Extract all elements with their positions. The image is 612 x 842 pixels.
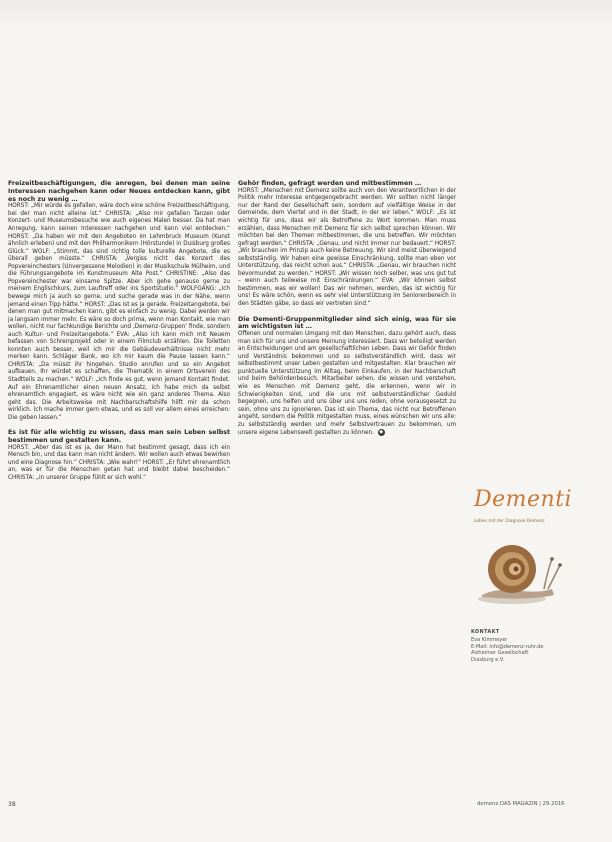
article-column-left [8, 180, 230, 483]
magazine-footer: demenz.DAS MAGAZIN | 29.2016 [477, 801, 565, 807]
logo-wordmark: Dementi [474, 487, 573, 512]
snail-icon [478, 529, 562, 607]
contact-line: Duisburg e.V. [471, 657, 505, 664]
contact-line: Alzheimer Gesellschaft [471, 650, 529, 657]
contact-title: KONTAKT [471, 630, 500, 635]
dementi-logo [470, 487, 573, 612]
answer-text: Offenen und normalen Umgang mit den Menschen, dazu gehört auch, dass man sich für uns und unsere Meinung interessiert. Dass wir beteiligt werden an Entscheidungen und am gesellschaftlichen Leben. Dass wir Gehör finden und Verständnis bekommen und so selbstverständlich wird, dass wir selbstbestimmt unser Leben gestalten und mitgestalten. Klar brauchen wir punktuelle Unterstützung im Alltag, beim Einkaufen, in der Nachbarschaft und beim Behördenbesuch. Mitarbeiter sehen, die wissen und verstehen, wie es Menschen mit Demenz geht, die erkennen, wenn wir in Schwierigkeiten sind, und die uns mit selbstverständlicher Geduld begegnen, uns helfen und uns über uns uns reden, ohne vorausgesetzt zu sein, ohne uns zu ignorieren. Das ist ein Thema, das nicht nur Betroffenen angeht, sondern die Politik mitgestalten muss, eines wünschen wir uns alle: zu selbstständig werden und mehr Selbstvertrauen zu bekommen, um unsere eigene Lebenswelt gestalten zu können. [238, 331, 456, 437]
article-end-icon: ◆ [379, 429, 384, 436]
question-heading: Freizeitbeschäftigungen, die anregen, bei denen man seine Interessen nachgehen kann oder Neues entdecken kann, gibt es noch zu wenig … [8, 180, 230, 203]
answer-paragraph: HORST: „Menschen mit Demenz sollte auch von den Verantwortlichen in der Politik mehr Interesse entgegengebracht werden. Wir sollten nicht länger nur der Rand der Gesellschaft sein, sondern auf vielfältige Weise in der Gemeinde, dem Viertel und in der Stadt, in der wir leben.“ WOLF: „Es ist wichtig für uns, dass wir als Betroffene zu Wort kommen. Man muss erzählen, dass Menschen mit Demenz für sich selbst sprechen können. Wir möchten bei den Themen mitbestimmen, die uns betreffen. Wir möchten gefragt werden.“ CHRISTA: „Genau, und nicht immer nur bedauert.“ HORST: „Wir brauchen im Prinzip auch keine Betreuung. Wir sind meist überwiegend selbstständig. Wir haben eine gewisse Einschränkung, sollte man eben vor Unterstützung, das reicht schon aus.“ CHRISTA: „Genau, wir brauchen nicht bevormundet zu werden.“ HORST: „Wir wissen noch selber, was uns gut tut – wenn auch teilweise mit Einschränkungen.“ EVA: „Wir können selbst bestimmen, was wir wollen! Das wir nehmen, werden, das ist wichtig für uns! Es wäre schön, wenn es sehr viel Unterstützung im Seniorenbereich in den Städten gäbe, so dass wir vertreten sind.“ [238, 187, 456, 307]
answer-paragraph [238, 331, 456, 438]
answer-paragraph: HORST: „Aber das ist es ja, der Mann hat bestimmt gesagt, dass ich ein Mensch bin, und das kann man nicht ändern. Wir wollen auch etwas bewirken und eine Diagnose hin.“ CHRISTA: „Wie wahr!“ HORST: „Er führt ehrenamtlich an, was er für die Menschen getan hat und bleibt dabei bescheiden.“ CHRISTA: „In unserer Gruppe fühlt er sich wohl.“ [8, 444, 230, 482]
question-heading: Gehör finden, gefragt werden und mitbestimmen … [238, 180, 422, 187]
question-heading: Es ist für alle wichtig zu wissen, dass man sein Leben selbst bestimmen und gestalten kann. [8, 429, 230, 445]
contact-line: Eva Kimmeyer [471, 636, 508, 643]
page-number: 38 [8, 801, 16, 808]
question-heading: Die Dementi-Gruppenmitglieder sind sich einig, was für sie am wichtigsten ist … [238, 315, 456, 331]
answer-paragraph: HORST: „Mir würde es gefallen, wäre doch eine schöne Freizeitbeschäftigung, bei der man nicht alleine ist.“ CHRISTA: „Also mir gefallen Tanzen oder Konzert- und Museumsbesuche wie auch eigenes Malen besser. Da hat man Anregung, kann seinen Interessen nachgehen und kann viel entdecken.“ HORST: „Da haben wir mit den Angeboten im Lehmbruck Museum (Kunst ähnlich erleben) und mit den Philharmonikern (Hörstunde) in Duisburg großes Glück.“ WOLF: „Stimmt, das sind richtig tolle kulturelle Angebote, die es überall geben müsste.“ CHRISTA: „Vergiss nicht das Konzert des Popvereinchesters (Unvergessene Melodien) in der Musikschule Mülheim, und die Führungsangebote im Kunstmuseum Alte Post.“ CHRISTINE: „Also das Popvereinchester war einsame Spitze. Aber ich gehe genauso gerne zu meinem Englischkurs, zum Lauftreff oder ins Sportstudio.“ WOLFGANG: „Ich bewege mich ja auch so gerne, und suche gerade was in der Nähe, wenn jemand einen Tipp hätte.“ HORST: „Das ist es ja gerade. Freizeitangebote, bei denen man gut mitmachen kann, gibt es einfach zu wenig. Dabei werden wir ja langsam immer mehr. Es wäre so doch prima, wenn man Kontakt, wie man wollen, nicht nur fachkundige Berichte und ‚Demenz-Gruppen‘ finde, sondern auch Kultur- und Freizeitangebote.“ EVA: „Also ich kann mich mit Neuem befassen von Schreinprojekt oder in einem Filmclub erzählen. Die Toiletten konnten auch besser, weil ich mir die Gebäudeverhältnisse nicht mehr merken kann. Schläger Bank, wo ich mir kaum die Pause lassen kann.“ CHRISTA: „Da müsst ihr hingehen. Studio anrufen und so ein Angebot aufbauen. Ihr würdet es schaffen, die Thematik in einem Ortsverein des Stadtteils zu machen.“ WOLF: „Ich finde es gut, wenn jemand Kontakt findet. Auf ein Ehrenamtlicher einen neuen Ansatz, ich habe mich da selbst ehrenamtlich engagiert, es wäre nicht wie ein ganz anderes Thema. Also geht das. Die Arbeitsweise mit Nachbarschaftshilfe hilft mir da schon wirklich. Ich mache immer gern etwas, und es soll vor allem eines erreichen: Die geben lassen.“ [8, 203, 230, 421]
header-band [0, 0, 612, 26]
logo-tagline: Leben mit der Diagnose Demenz [474, 519, 545, 524]
contact-box [471, 630, 566, 664]
article-column-middle [238, 180, 456, 438]
contact-line: E-Mail: info@demenz-ruhr.de [471, 643, 544, 650]
